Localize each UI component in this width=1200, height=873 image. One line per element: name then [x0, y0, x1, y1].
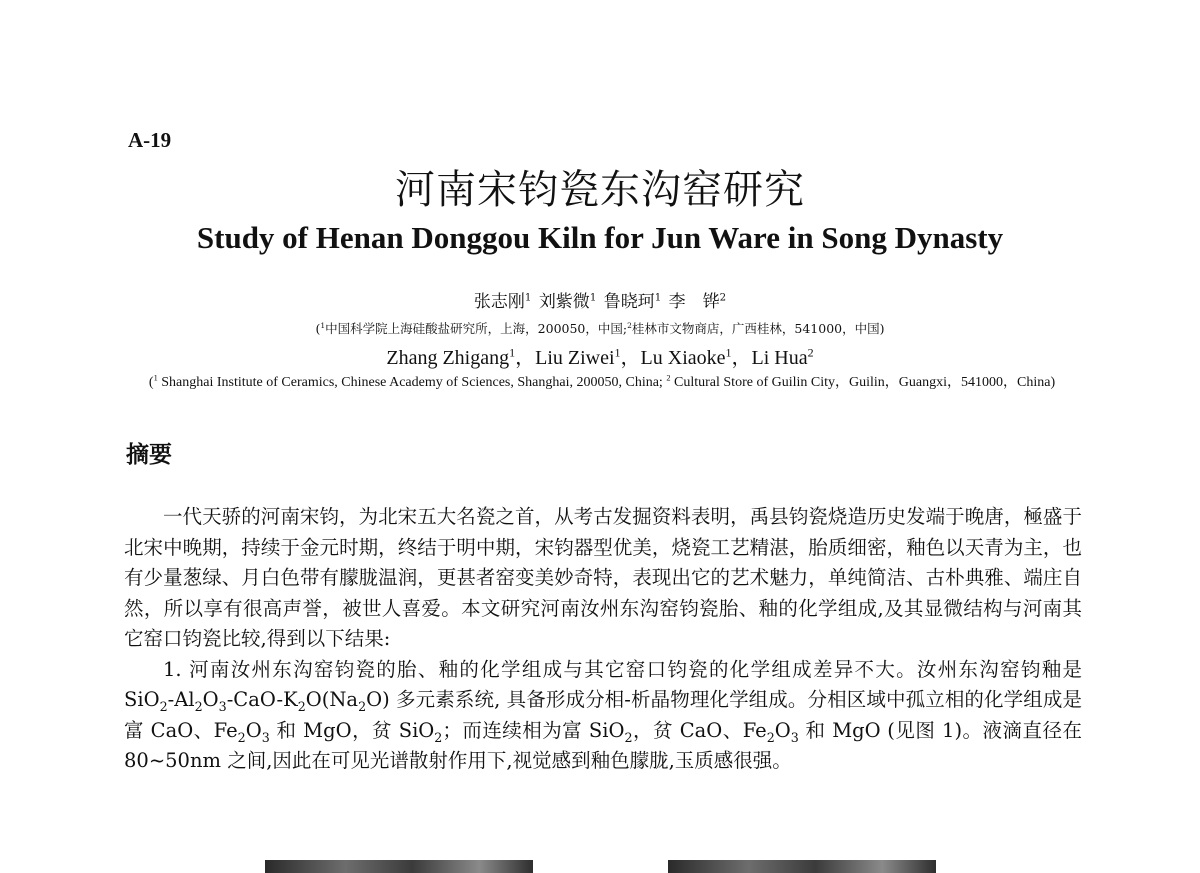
affiliation-mark: 1: [320, 320, 326, 330]
affiliation-mark: 2: [627, 320, 632, 330]
affiliation-text: Cultural Store of Guilin City，Guilin，Guangxi，541000，China): [670, 375, 1056, 390]
affiliation-mark: 1: [153, 373, 158, 383]
affiliation-mark: 2: [807, 345, 814, 360]
abstract-paragraph: 1. 河南汝州东沟窑钧瓷的胎、釉的化学组成与其它窑口钧瓷的化学组成差异不大。汝州东沟窑钧釉是 $SiO_2-Al_2O_3-CaO-K_2O(Na_2O)$ 多元素系统, 具备形成分相-析晶物理化学组成。分相区域中孤立相的化学组成是富 CaO、$Fe_2O_3$ 和 MgO，贫 SiO$_2$；而连续相为富 SiO$_2$，贫 CaO、$Fe_2O_3$ 和 MgO (见图 1)。液滴直径在 80~50nm 之间,因此在可见光谱散射作用下,视觉感到釉色朦胧,玉质感很强。: [124, 657, 1082, 772]
author-name: 张志刚: [473, 292, 525, 312]
author-name: 鲁晓珂: [603, 292, 655, 312]
paper-id: A-19: [128, 128, 172, 152]
author-name: Liu Ziwei: [535, 347, 615, 369]
author-name: Zhang Zhigang: [386, 347, 510, 369]
affiliation-mark: 2: [666, 373, 671, 383]
affiliation-mark: 1: [524, 292, 532, 304]
author-name: Li Hua: [751, 347, 808, 369]
author-name: Lu Xiaoke: [640, 347, 726, 369]
authors-chinese: [0, 287, 1200, 312]
affiliation-mark: 1: [654, 292, 662, 304]
title-chinese: 河南宋钧瓷东沟窑研究: [395, 167, 805, 213]
affiliation-text: 中国科学院上海硅酸盐研究所，上海，200050，中国;: [325, 321, 628, 336]
paren: (: [148, 375, 154, 390]
affiliation-chinese: [0, 319, 1200, 337]
affiliation-mark: 2: [719, 292, 727, 304]
affiliation-mark: 1: [589, 292, 597, 304]
affiliation-mark: 1: [614, 345, 621, 360]
affiliation-text: Shanghai Institute of Ceramics, Chinese Academy of Sciences, Shanghai, 200050, China;: [157, 375, 663, 390]
title-english: Study of Henan Donggou Kiln for Jun Ware in Song Dynasty: [196, 220, 1004, 255]
author-name: 刘紫微: [538, 292, 590, 312]
paren: (: [315, 321, 321, 336]
abstract-heading: 摘要: [126, 442, 172, 468]
figure-image-right: [668, 860, 936, 873]
figure-image-left: [265, 860, 533, 873]
authors-english: Zhang Zhigang$^1$，Liu Ziwei$^1$，Lu Xiaoke$^1$，Li Hua$^2$: [386, 345, 814, 369]
abstract-paragraph: 一代天骄的河南宋钧，为北宋五大名瓷之首，从考古发掘资料表明，禹县钧瓷烧造历史发端于晚唐，極盛于北宋中晚期，持续于金元时期，终结于明中期，宋钧器型优美，烧瓷工艺精湛，胎质细密，釉色以天青为主，也有少量葱绿、月白色带有朦胧温润，更甚者窑变美妙奇特，表现出它的艺术魅力，单纯简洁、古朴典雅、端庄自然，所以享有很高声誉，被世人喜爱。本文研究河南汝州东沟窑钧瓷胎、釉的化学组成,及其显微结构与河南其它窑口钧瓷比较,得到以下结果:: [124, 505, 1082, 650]
affiliation-mark: 1: [509, 345, 516, 360]
affiliation-text: 桂林市文物商店，广西桂林，541000，中国): [631, 321, 885, 336]
affiliation-mark: 1: [725, 345, 732, 360]
author-name: 李 铧: [668, 292, 720, 312]
abstract-body: [124, 502, 1082, 777]
affiliation-english: [122, 372, 1082, 393]
